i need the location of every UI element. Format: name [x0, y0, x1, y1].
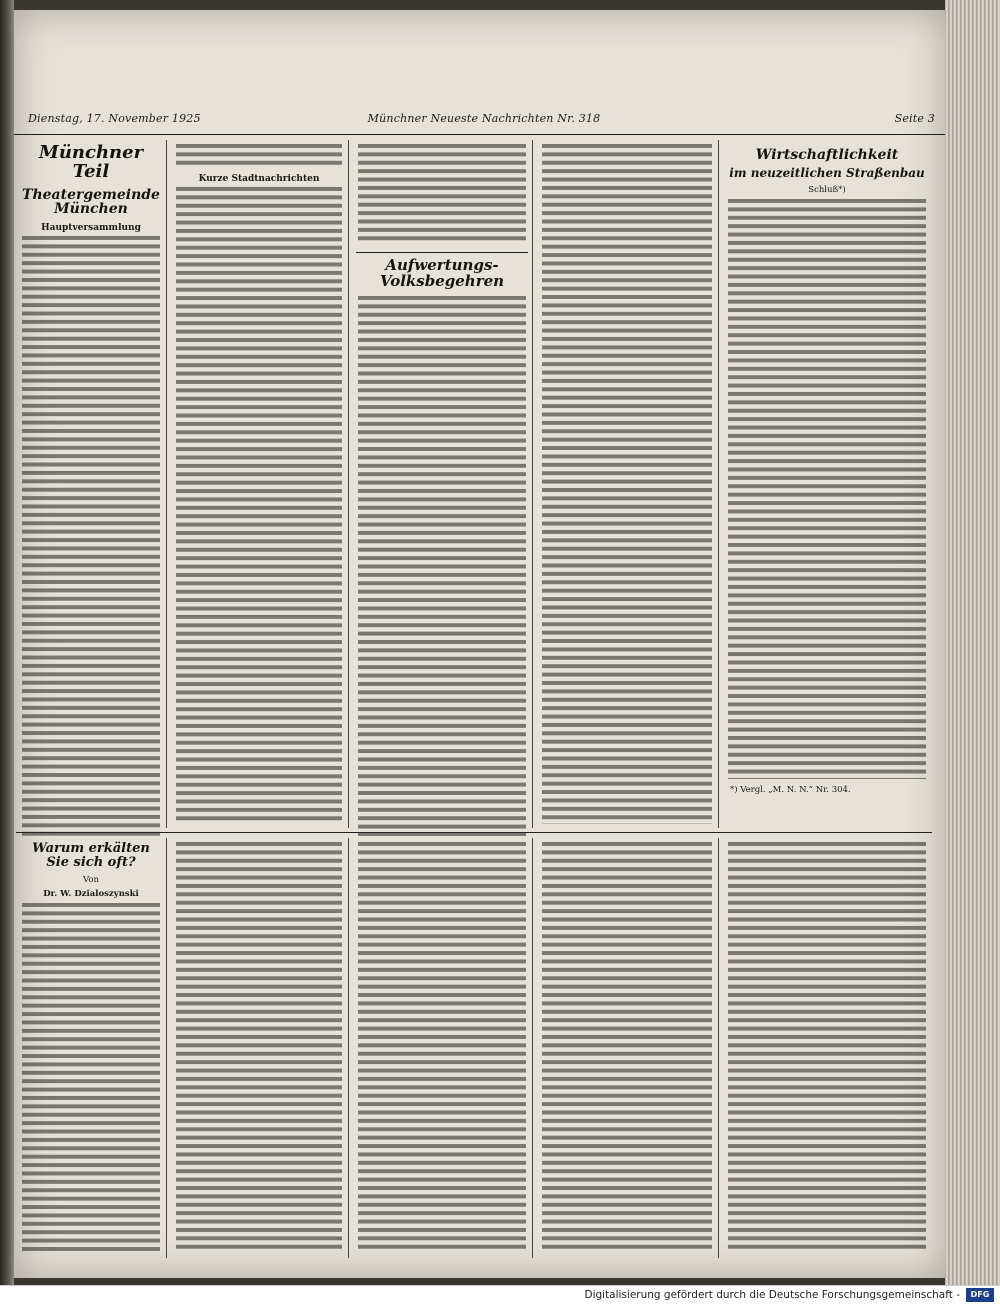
heading-muenchner-teil: Münchner Teil: [38, 142, 144, 182]
heading-strassenbau: im neuzeitlichen Straßenbau: [729, 165, 925, 180]
column-3: [352, 140, 533, 828]
header-masthead: Münchner Neueste Nachrichten Nr. 318: [367, 112, 601, 125]
subheading-hauptversammlung: Hauptversammlung: [41, 223, 141, 234]
heading-warum-erkaelten: Warum erkälten Sie sich oft?: [32, 841, 150, 870]
article-text-stadtnachrichten: [176, 187, 342, 823]
article-text-column-3-top: [358, 144, 526, 244]
lower-column-5: [722, 838, 932, 1258]
column-2: [170, 140, 349, 828]
page-header: [14, 102, 945, 135]
header-date: Dienstag, 17. November 1925: [28, 112, 201, 125]
column-1: [16, 140, 167, 828]
heading-wirtschaftlichkeit: Wirtschaftlichkeit: [755, 147, 899, 163]
lower-column-1: [16, 838, 167, 1258]
column-5: [722, 140, 932, 828]
article-text-erkaelten-5: [728, 842, 926, 1252]
lower-column-2: [170, 838, 349, 1258]
page-stack-edge: [945, 0, 1000, 1285]
subheading-kurze-stadtnachrichten: Kurze Stadtnachrichten: [198, 174, 320, 184]
newspaper-page: [14, 10, 945, 1278]
heading-aufwertungs-volksbegehren: Aufwertungs-Volksbegehren: [379, 256, 505, 290]
footer-credit-text: Digitalisierung gefördert durch die Deutsche Forschungsgemeinschaft -: [584, 1289, 960, 1301]
dfg-logo-icon: DFG: [966, 1288, 994, 1302]
lower-column-3: [352, 838, 533, 1258]
byline-author: Dr. W. Dzialoszynski: [43, 889, 139, 900]
horizontal-divider: [16, 832, 932, 833]
header-page-number: Seite 3: [894, 112, 935, 125]
article-text-erkaelten-1: [22, 903, 160, 1253]
article-text-erkaelten-3: [358, 842, 526, 1252]
article-text-wirtschaftlichkeit: [728, 199, 926, 779]
article-text-theatergemeinde: [22, 236, 160, 836]
book-spine-edge: [0, 0, 14, 1285]
article-text-aufwertung: [358, 296, 526, 836]
article-text-erkaelten-2: [176, 842, 342, 1252]
heading-theatergemeinde: Theatergemeinde München: [22, 186, 160, 218]
article-text-column-4: [542, 144, 712, 824]
column-4: [536, 140, 719, 828]
article-text-erkaelten-4: [542, 842, 712, 1252]
subheading-schluss: Schluß*): [808, 185, 846, 196]
section-divider: [356, 252, 528, 253]
digitization-footer: [0, 1285, 1000, 1305]
byline-von: Von: [83, 875, 99, 886]
lower-column-4: [536, 838, 719, 1258]
footnote-reference: *) Vergl. „M. N. N.“ Nr. 304.: [730, 785, 851, 796]
article-text-continued: [176, 144, 342, 168]
